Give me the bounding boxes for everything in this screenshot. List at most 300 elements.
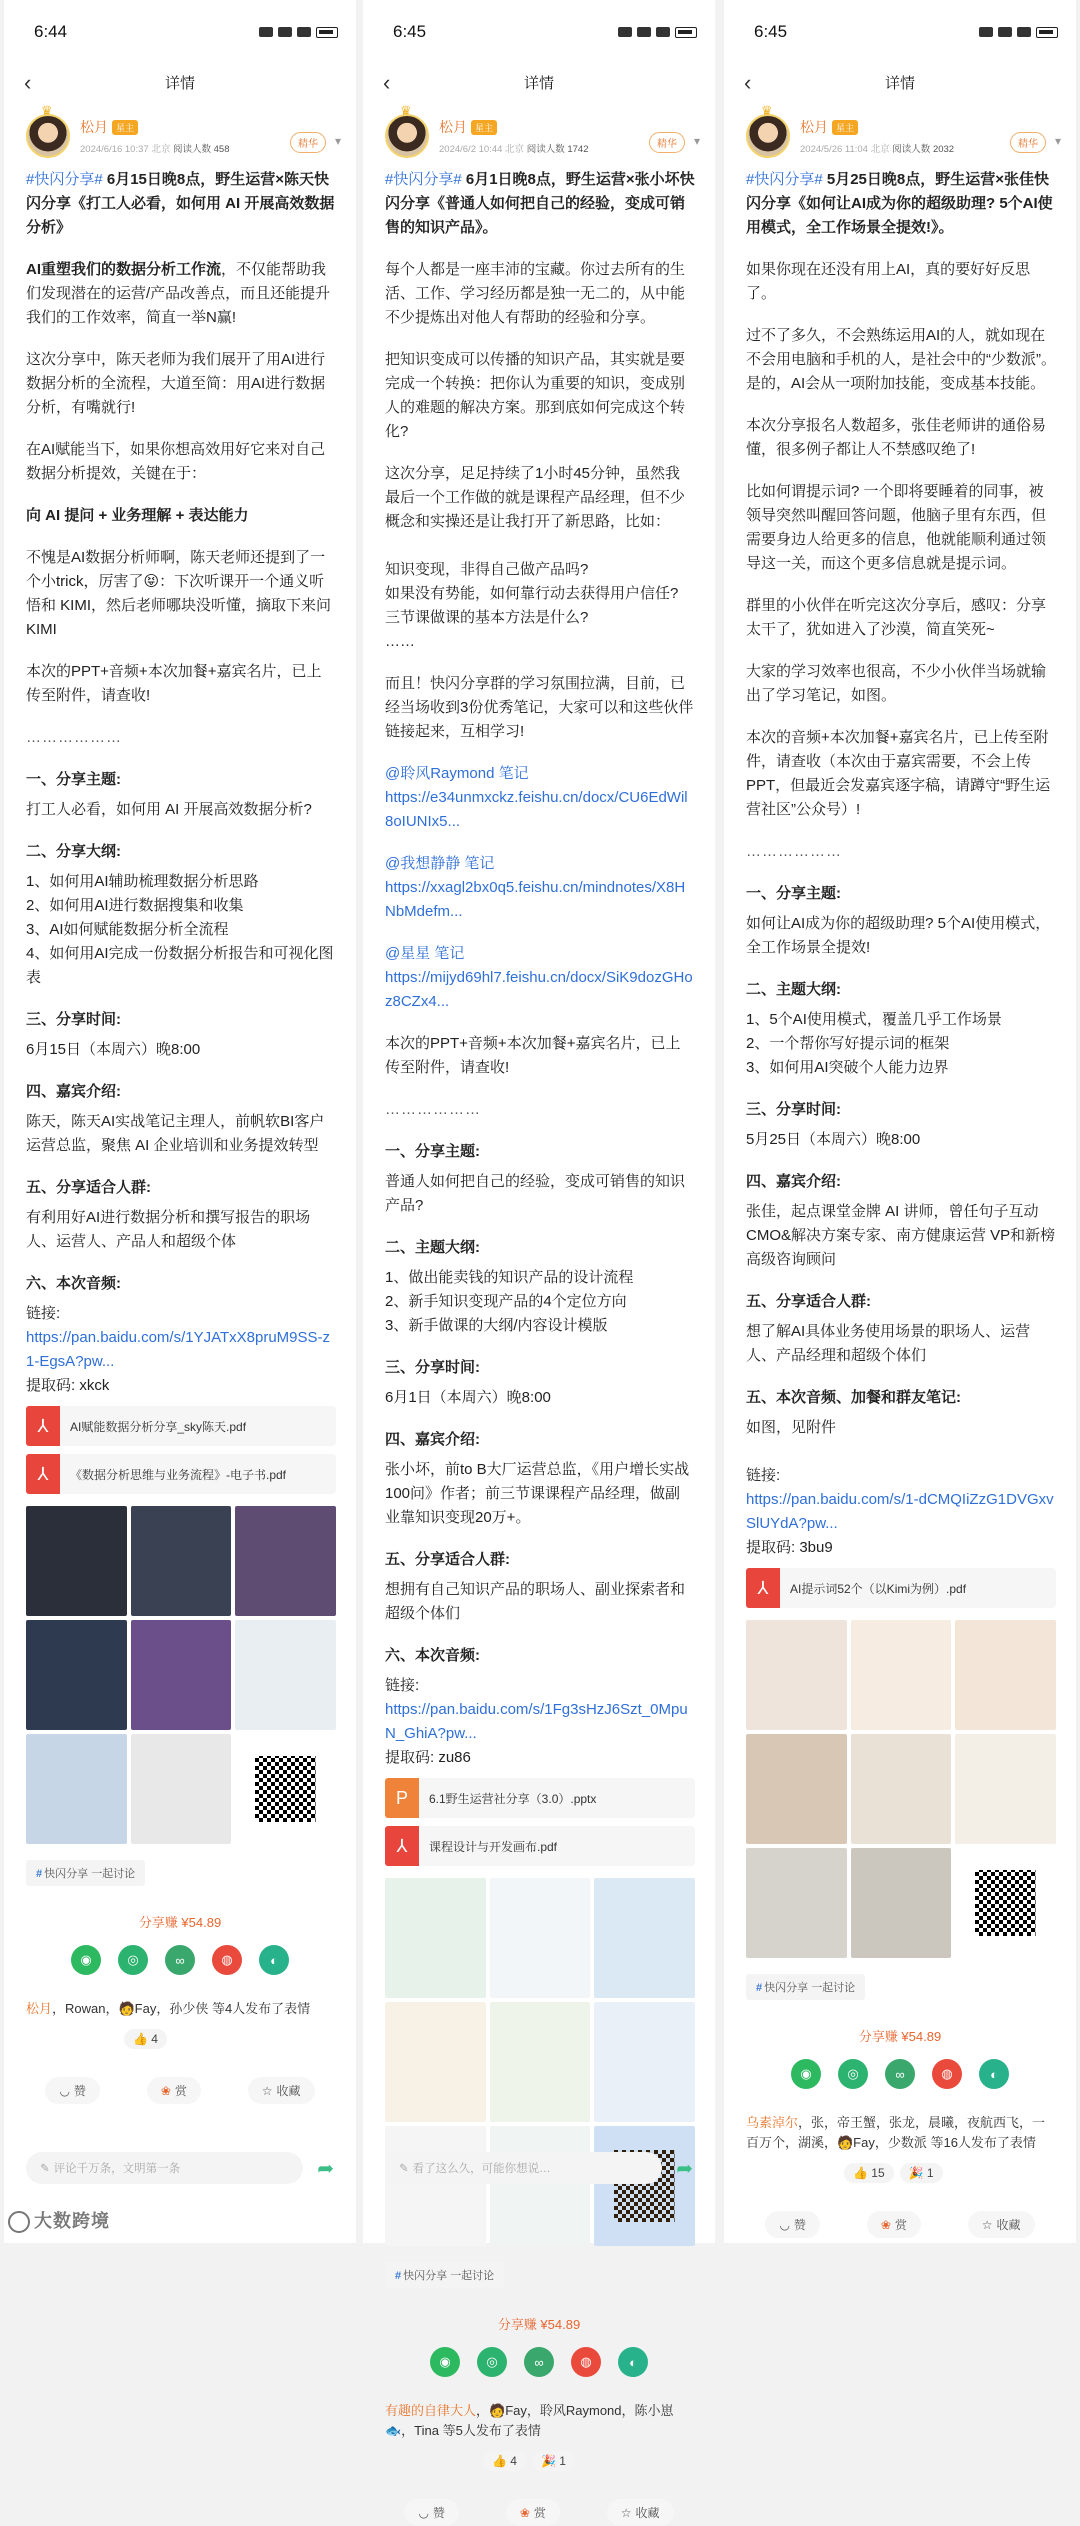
share-other-icon[interactable]: ◐ [979,2059,1009,2089]
image-thumbnail[interactable] [851,1620,952,1730]
author-name[interactable]: 松月 [800,119,828,135]
moments-icon[interactable]: ◎ [477,2347,507,2377]
share-arrow-icon[interactable]: ➦ [676,2157,693,2180]
section-text: 普通人如何把自己的经验，变成可销售的知识产品? [385,1173,686,1214]
moments-icon[interactable]: ◎ [118,1945,148,1975]
topic-hashtag[interactable]: #快闪分享# [746,171,827,188]
back-icon[interactable]: ‹ [744,70,752,95]
section-heading: 二、主题大纲: [746,981,841,998]
reaction-chips [363,2441,715,2471]
paragraph-text: 本次的音频+本次加餐+嘉宾名片，已上传至附件，请查收（本次由于嘉宾需要，不会上传PPT，但最近会发嘉宾逐字稿，请蹲守“野生运营社区”公众号）! [746,729,1051,818]
info-section [746,882,1056,960]
favorite-icon: ☆ [620,2506,632,2520]
reaction-chip[interactable]: 👍 15 [844,2163,894,2183]
watermark: 大数跨境 [8,2207,110,2233]
image-thumbnail[interactable] [851,1734,952,1844]
qr-code-image[interactable] [955,1848,1056,1958]
reactor-name[interactable]: 有趣的自律大人 [385,2403,477,2418]
reward-button[interactable] [867,2211,921,2238]
paragraph-text: 比如何谓提示词? 一个即将要睡着的同事，被领导突然叫醒回答问题，他脑子里有东西，但需要身边人给更多的信息，他就能顺利通过领导这一关，而这个更多信息就是提示词。 [746,483,1047,572]
section-heading: 三、分享时间: [26,1011,121,1028]
paragraph-text: 不愧是AI数据分析师啊，陈天老师还提到了一个小trick，厉害了😝：下次听课开一个通义听悟和 KIMI，然后老师哪块没听懂，摘取下来问 KIMI [26,549,332,638]
reaction-chips [724,2153,1076,2183]
paragraph-text: 把知识变成可以传播的知识产品，其实就是要完成一个转换：把你认为重要的知识，变成别人的难题的解决方案。那到底如何完成这个转化? [385,351,686,440]
action-bar [363,2471,715,2526]
post-date: 2024/6/16 10:37 [80,144,149,155]
section-text: 有利用好AI进行数据分析和撰写报告的职场人、运营人、产品人和超级个体 [26,1209,311,1250]
note-author[interactable]: @星星 笔记 [385,945,465,962]
extract-code: 提取码: 3bu9 [746,1539,833,1556]
paragraph-text: 每个人都是一座丰沛的宝藏。你过去所有的生活、工作、学习经历都是独一无二的，从中能不少提炼出对他人有帮助的经验和分享。 [385,261,686,326]
bold-text: 向 AI 提问 + 业务理解 + 表达能力 [26,507,249,524]
info-section [26,840,336,990]
info-section [385,1140,695,1218]
post-paragraph [385,168,695,240]
avatar[interactable] [26,114,70,158]
info-section [385,1428,695,1530]
topic-name: 快闪分享 [44,1868,89,1880]
image-thumbnail[interactable] [26,1506,127,1616]
section-text: 5月25日（本周六）晚8:00 [746,1131,921,1148]
phone-screen-1 [4,0,356,2243]
qr-code-image[interactable] [594,2126,695,2246]
post-paragraph [26,504,336,528]
like-icon: ◡ [59,2084,70,2098]
back-icon[interactable]: ‹ [24,70,32,95]
topic-chip[interactable] [746,1974,865,2000]
image-thumbnail[interactable] [131,1506,232,1616]
battery-icon [675,27,697,38]
section-heading: 四、嘉宾介绍: [746,1173,841,1190]
reaction-summary [4,1975,356,2019]
note-author[interactable]: @聆风Raymond 笔记 [385,765,529,782]
download-link[interactable]: https://pan.baidu.com/s/1YJATxX8pruM9SS-z1-EgsA?pw... [26,1329,331,1370]
favorite-icon: ☆ [261,2084,273,2098]
phone-screen-3 [724,0,1076,2243]
signal-icon [278,27,292,37]
reward-button[interactable] [506,2499,560,2526]
info-section [746,1098,1056,1152]
image-thumbnail[interactable] [851,1848,952,1958]
post-paragraph [746,168,1056,240]
weibo-icon[interactable]: ◍ [571,2347,601,2377]
topic-name: 快闪分享 [403,2270,448,2282]
info-section [746,978,1056,1080]
paragraph-text: ，不仅能帮助我们发现潜在的运营/产品改善点，而且还能提升我们的工作效率，简直一举N赢! [26,261,331,326]
info-section [26,1176,336,1254]
image-thumbnail[interactable] [955,1734,1056,1844]
link-icon[interactable]: ∞ [524,2347,554,2377]
wechat-icon[interactable]: ◉ [791,2059,821,2089]
weibo-icon[interactable]: ◍ [212,1945,242,1975]
attachment-note: 本次的PPT+音频+本次加餐+嘉宾名片，已上传至附件，请查收! [385,1035,681,1076]
info-section [746,1290,1056,1368]
signal-icon-2 [1017,27,1031,37]
topic-chip[interactable] [385,2262,504,2288]
like-icon: ◡ [418,2506,429,2520]
edit-icon: ✎ [40,2163,50,2175]
featured-badge[interactable]: 精华 ▾ [290,132,326,153]
attachment-name: 课程设计与开发画布.pdf [429,1839,558,1854]
status-bar [363,0,715,64]
info-section [385,1644,695,1770]
post-paragraph [746,414,1056,462]
nav-bar [4,64,356,100]
avatar[interactable] [746,114,790,158]
reward-icon: ❀ [160,2084,171,2098]
status-icons [979,27,1058,38]
featured-badge[interactable]: 精华 ▾ [1010,132,1046,153]
image-thumbnail[interactable] [746,1848,847,1958]
attachment-name: 6.1野生运营社分享（3.0）.pptx [429,1791,597,1806]
reactor-list: ，Rowan，🧑Fay，孙少侠 等4人发布了表情 [52,2001,311,2016]
qr-code-image[interactable] [235,1734,336,1844]
author-header [724,100,1076,164]
weibo-icon[interactable]: ◍ [932,2059,962,2089]
status-bar [724,0,1076,64]
extract-code: 提取码: xkck [26,1377,110,1394]
topic-suffix: 一起讨论 [450,2270,495,2282]
favorite-button[interactable] [968,2211,1035,2238]
pdf-file-icon: ⅄ [746,1568,780,1608]
like-button[interactable] [765,2211,820,2238]
section-text: 6月15日（本周六）晚8:00 [26,1041,201,1058]
like-button[interactable] [45,2077,100,2104]
hashtag-icon: # [36,1868,43,1880]
post-body [724,164,1076,1560]
action-bar [4,2049,356,2104]
image-thumbnail[interactable] [131,1620,232,1730]
hashtag-icon: # [756,1982,763,1994]
section-text: 如图，见附件 链接: [746,1419,837,1484]
section-heading: 六、本次音频: [385,1647,480,1664]
post-paragraph [746,726,1056,822]
post-paragraph [26,348,336,420]
topic-suffix: 一起讨论 [811,1982,856,1994]
action-label: 赏 [894,2218,907,2232]
paragraph-text: 本次的PPT+音频+本次加餐+嘉宾名片，已上传至附件，请查收! [26,663,322,704]
read-count-label: 阅读人数 [892,144,931,155]
attachment-name: AI赋能数据分析分享_sky陈天.pdf [70,1419,247,1434]
attachment-file[interactable] [385,1778,695,1818]
divider-dots: ……………… [746,843,842,860]
post-paragraph [385,672,695,744]
post-headline: 6月1日晚8点，野生运营×张小坏快闪分享《普通人如何把自己的经验，变成可销售的知识产品》。 [385,171,695,236]
like-button[interactable] [404,2499,459,2526]
info-section [385,1356,695,1410]
hashtag-icon: # [395,2270,402,2282]
post-paragraph [746,324,1056,396]
note-link[interactable]: https://e34unmxckz.feishu.cn/docx/CU6EdWil8oIUNIx5... [385,789,688,830]
like-icon: ◡ [779,2218,790,2232]
section-text: 如何让AI成为你的超级助理? 5个AI使用模式，全工作场景全提效! [746,915,1051,956]
paragraph-text: 大家的学习效率也很高，不少小伙伴当场就输出了学习笔记，如图。 [746,663,1047,704]
comment-placeholder: 看了这么久，可能你想说… [412,2163,551,2175]
share-other-icon[interactable]: ◐ [618,2347,648,2377]
page-title: 详情 [523,74,554,92]
note-entry [385,942,695,1014]
owner-badge: 星主 [832,120,858,135]
note-link[interactable]: https://xxagl2bx0q5.feishu.cn/mindnotes/X8HNbMdefm... [385,879,686,920]
post-paragraph [26,168,336,240]
section-text: 陈天，陈天AI实战笔记主理人，前帆软BI客户运营总监，聚焦 AI 企业培训和业务提效转型 [26,1113,325,1154]
section-heading: 二、主题大纲: [385,1239,480,1256]
status-time: 6:45 [393,22,427,41]
reaction-summary [724,2089,1076,2153]
image-thumbnail[interactable] [955,1620,1056,1730]
info-section [26,1272,336,1398]
post-paragraph [26,660,336,708]
topic-hashtag[interactable]: #快闪分享# [385,171,466,188]
comment-input[interactable] [385,2152,662,2184]
reaction-chip[interactable]: 🎉 1 [532,2451,575,2471]
comment-input[interactable] [26,2152,303,2184]
section-heading: 三、分享时间: [746,1101,841,1118]
section-heading: 三、分享时间: [385,1359,480,1376]
share-earn-label[interactable]: 分享赚 ¥54.89 [138,1915,222,1930]
paragraph-text: 而且！快闪分享群的学习氛围拉满，目前，已经当场收到3份优秀笔记，大家可以和这些伙伴链接起来，互相学习! [385,675,694,740]
image-grid [385,1878,695,2246]
reactor-list: ，🧑Fay，聆风Raymond，陈小崽🐟，Tina 等5人发布了表情 [385,2403,674,2438]
image-thumbnail[interactable] [26,1734,127,1844]
status-time: 6:44 [34,22,68,41]
section-text: 张佳，起点课堂金牌 AI 讲师，曾任句子互动CMO&解决方案专家、南方健康运营 VP和新榜高级咨询顾问 [746,1203,1056,1268]
post-body [363,164,715,1770]
comment-bar [385,2150,693,2186]
topic-hashtag[interactable]: #快闪分享# [26,171,107,188]
post-paragraph [26,438,336,486]
action-bar [724,2183,1076,2238]
paragraph-text: 这次分享，足足持续了1小时45分钟，虽然我最后一个工作做的就是课程产品经理，但不少概念和实操还是让我打开了新思路，比如： 知识变现，非得自己做产品吗? 如果没有势能，如何靠行动去获得用户信任? 三节课做课的基本方法是什么? …… [385,465,686,650]
attachment-name: 《数据分析思维与业务流程》-电子书.pdf [70,1467,287,1482]
section-text: 想拥有自己知识产品的职场人、副业探索者和超级个体们 [385,1581,686,1622]
reactor-name[interactable]: 乌素淖尔 [746,2115,799,2130]
battery-icon [1036,27,1058,38]
info-section [26,768,336,822]
bold-text: AI重塑我们的数据分析工作流 [26,261,222,278]
post-date: 2024/5/26 11:04 [800,144,868,155]
post-headline: 6月15日晚8点，野生运营×陈天快闪分享《打工人必看，如何用 AI 开展高效数据分析》 [26,171,335,236]
post-paragraph [746,660,1056,708]
nav-bar [363,64,715,100]
extract-code: 提取码: zu86 [385,1749,471,1766]
reward-icon: ❀ [519,2506,530,2520]
attachment-file[interactable] [26,1406,336,1446]
image-thumbnail[interactable] [746,1620,847,1730]
page-title: 详情 [884,74,915,92]
reward-icon: ❀ [880,2218,891,2232]
image-thumbnail[interactable] [594,1878,695,1998]
reward-button[interactable] [147,2077,201,2104]
wechat-icon[interactable]: ◉ [430,2347,460,2377]
image-grid [746,1620,1056,1958]
author-header [4,100,356,164]
paragraph-text: 在AI赋能当下，如果你想高效用好它来对自己数据分析提效，关键在于： [26,441,326,482]
image-thumbnail[interactable] [385,1878,486,1998]
reaction-summary [363,2377,715,2441]
note-author[interactable]: @我想静静 笔记 [385,855,495,872]
info-section [746,1386,1056,1560]
signal-icon-2 [656,27,670,37]
post-paragraph [746,258,1056,306]
action-label: 赏 [533,2506,546,2520]
image-thumbnail[interactable] [385,2126,486,2246]
reaction-chip[interactable]: 🎉 1 [900,2163,943,2183]
link-icon[interactable]: ∞ [165,1945,195,1975]
section-heading: 五、本次音频、加餐和群友笔记: [746,1389,961,1406]
reaction-chip[interactable]: 👍 4 [124,2029,167,2049]
comment-placeholder: 评论千万条，文明第一条 [53,2163,181,2175]
share-buttons [363,2347,715,2377]
read-count: 2032 [932,144,955,155]
image-thumbnail[interactable] [235,1506,336,1616]
post-body [4,164,356,1398]
read-count-label: 阅读人数 [172,144,211,155]
status-icons [259,27,338,38]
post-paragraph [26,258,336,330]
ppt-file-icon: P [385,1778,419,1818]
section-text: 打工人必看，如何用 AI 开展高效数据分析? [26,801,312,818]
section-heading: 二、分享大纲: [26,843,121,860]
section-heading: 四、嘉宾介绍: [26,1083,121,1100]
status-bar [4,0,356,64]
signal-icon [998,27,1012,37]
comment-bar [26,2150,334,2186]
read-count: 458 [213,144,230,155]
action-label: 赞 [793,2218,806,2232]
wifi-icon [259,27,273,37]
action-label: 赏 [174,2084,187,2098]
action-label: 收藏 [635,2506,660,2520]
author-header [363,100,715,164]
watermark-logo-icon [8,2211,30,2233]
image-thumbnail[interactable] [746,1734,847,1844]
avatar[interactable] [385,114,429,158]
post-paragraph [385,462,695,654]
section-heading: 一、分享主题: [385,1143,480,1160]
read-count-label: 阅读人数 [526,144,565,155]
reaction-chip[interactable]: 👍 4 [483,2451,526,2471]
share-earn-label[interactable]: 分享赚 ¥54.89 [858,2029,942,2044]
reaction-chips [4,2019,356,2049]
paragraph-text: 群里的小伙伴在听完这次分享后，感叹：分享太干了，犹如进入了沙漠，简直笑死~ [746,597,1047,638]
attachment-file[interactable] [26,1454,336,1494]
topic-chip[interactable] [26,1860,145,1886]
wechat-icon[interactable]: ◉ [71,1945,101,1975]
section-text: 链接: [385,1677,420,1694]
pdf-file-icon: ⅄ [385,1826,419,1866]
action-label: 收藏 [276,2084,301,2098]
section-text: 1、5个AI使用模式，覆盖几乎工作场景 2、一个帮你写好提示词的框架 3、如何用AI突破个人能力边界 [746,1011,1002,1076]
page-title: 详情 [164,74,195,92]
image-thumbnail[interactable] [490,2126,591,2246]
section-text: 想了解AI具体业务使用场景的职场人、运营人、产品经理和超级个体们 [746,1323,1031,1364]
status-time: 6:45 [754,22,788,41]
info-section [26,1008,336,1062]
post-location: 北京 [151,144,171,155]
note-link[interactable]: https://mijyd69hl7.feishu.cn/docx/SiK9dozGHoz8CZx4... [385,969,693,1010]
author-name[interactable]: 松月 [439,119,467,135]
image-thumbnail[interactable] [26,1620,127,1730]
download-link[interactable]: https://pan.baidu.com/s/1Fg3sHzJ6Szt_0MpuN_GhiA?pw... [385,1701,688,1742]
section-text: 6月1日（本周六）晚8:00 [385,1389,551,1406]
attachment-file[interactable] [746,1568,1056,1608]
favorite-icon: ☆ [981,2218,993,2232]
reactor-list: ，张，帝王蟹，张龙，晨曦，夜航西飞，一百万个，湖溪，🧑Fay，少数派 等16人发布了表情 [746,2115,1046,2150]
image-thumbnail[interactable] [235,1620,336,1730]
post-headline: 5月25日晚8点，野生运营×张佳快闪分享《如何让AI成为你的超级助理? 5个AI使用模式，全工作场景全提效!》。 [746,171,1053,236]
favorite-button[interactable] [248,2077,315,2104]
image-thumbnail[interactable] [594,2002,695,2122]
wifi-icon [618,27,632,37]
section-heading: 五、分享适合人群: [746,1293,871,1310]
moments-icon[interactable]: ◎ [838,2059,868,2089]
back-icon[interactable]: ‹ [383,70,391,95]
nav-bar [724,64,1076,100]
favorite-button[interactable] [607,2499,674,2526]
share-arrow-icon[interactable]: ➦ [317,2157,334,2180]
battery-icon [316,27,338,38]
author-name[interactable]: 松月 [80,119,108,135]
action-label: 赞 [432,2506,445,2520]
image-thumbnail[interactable] [490,2002,591,2122]
image-thumbnail[interactable] [131,1734,232,1844]
section-heading: 五、分享适合人群: [26,1179,151,1196]
reactor-name[interactable]: 松月 [26,2001,53,2016]
owner-badge: 星主 [471,120,497,135]
signal-icon [637,27,651,37]
divider-dots: ……………… [385,1101,481,1118]
wifi-icon [979,27,993,37]
share-earn-label[interactable]: 分享赚 ¥54.89 [497,2317,581,2332]
post-paragraph [385,258,695,330]
section-text: 张小坏，前to B大厂运营总监，《用户增长实战100问》作者；前三节课课程产品经理，做副业靠知识变现20万+。 [385,1461,690,1526]
link-icon[interactable]: ∞ [885,2059,915,2089]
divider-dots: ……………… [26,729,122,746]
image-thumbnail[interactable] [490,1878,591,1998]
post-location: 北京 [870,144,890,155]
paragraph-text: 这次分享中，陈天老师为我们展开了用AI进行数据分析的全流程，大道至简：用AI进行数据分析，有嘴就行! [26,351,326,416]
paragraph-text: 本次分享报名人数超多，张佳老师讲的通俗易懂，很多例子都让人不禁感叹绝了! [746,417,1047,458]
read-count: 1742 [567,144,589,155]
action-label: 收藏 [996,2218,1021,2232]
share-other-icon[interactable]: ◐ [259,1945,289,1975]
post-date: 2024/6/2 10:44 [439,144,503,155]
share-buttons [4,1945,356,1975]
status-icons [618,27,697,38]
topic-suffix: 一起讨论 [91,1868,136,1880]
pdf-file-icon: ⅄ [26,1454,60,1494]
image-thumbnail[interactable] [385,2002,486,2122]
post-paragraph [26,546,336,642]
section-text: 1、做出能卖钱的知识产品的设计流程 2、新手知识变现产品的4个定位方向 3、新手做课的大纲/内容设计模版 [385,1269,634,1334]
post-paragraph [746,594,1056,642]
paragraph-text: 过不了多久，不会熟练运用AI的人，就如现在不会用电脑和手机的人，是社会中的“少数派”。是的，AI会从一项附加技能，变成基本技能。 [746,327,1056,392]
edit-icon: ✎ [399,2163,409,2175]
download-link[interactable]: https://pan.baidu.com/s/1-dCMQIiZzG1DVGxvSlUYdA?pw... [746,1491,1054,1532]
note-entry [385,762,695,834]
image-grid [26,1506,336,1844]
share-buttons [724,2059,1076,2089]
note-entry [385,852,695,924]
post-paragraph [746,480,1056,576]
attachment-file[interactable] [385,1826,695,1866]
info-section [385,1236,695,1338]
info-section [385,1548,695,1626]
featured-badge[interactable]: 精华 ▾ [649,132,685,153]
info-section [746,1170,1056,1272]
info-section [26,1080,336,1158]
